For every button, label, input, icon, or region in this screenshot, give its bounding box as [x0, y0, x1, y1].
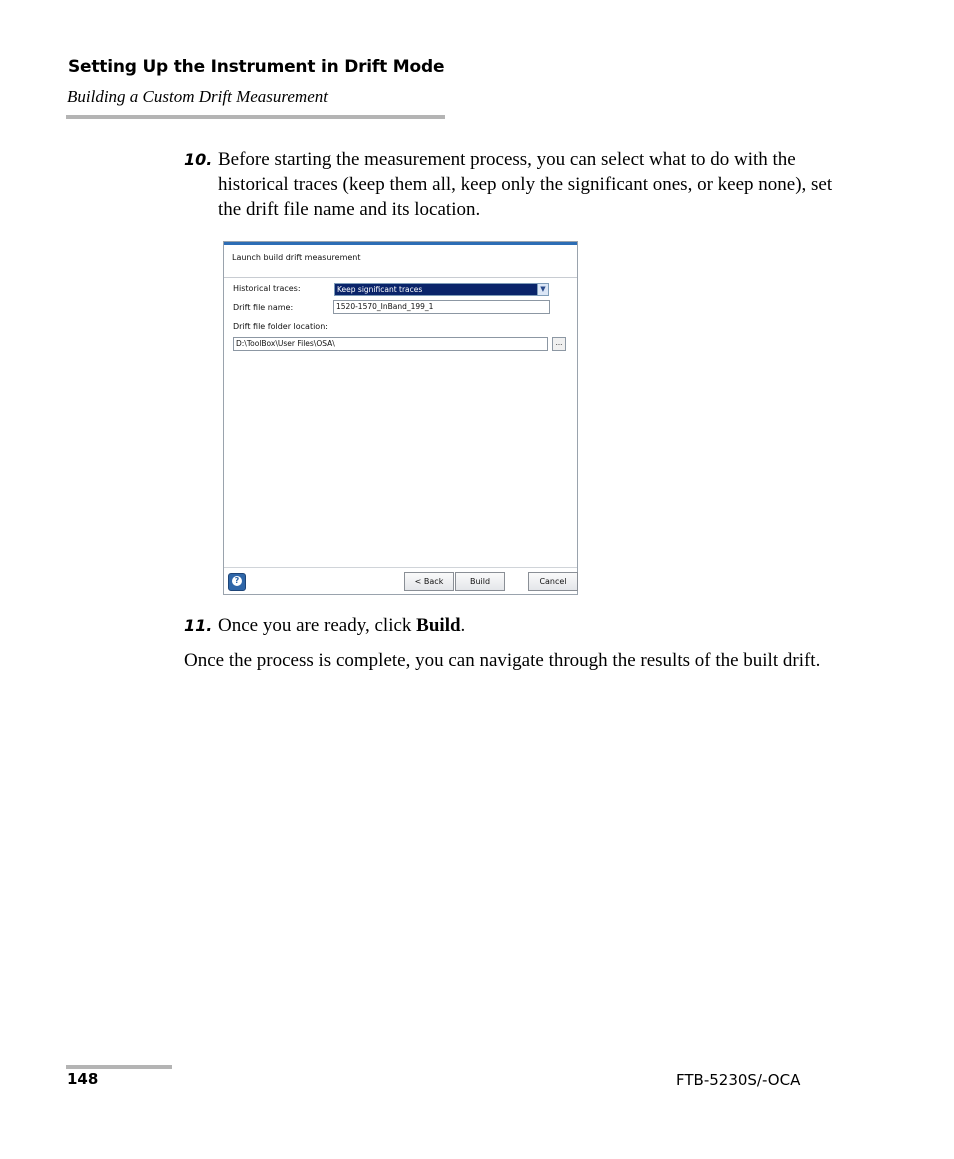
dialog-divider: [224, 277, 577, 278]
historical-traces-select[interactable]: [334, 283, 549, 296]
page-number: 148: [67, 1070, 99, 1088]
folder-location-value: D:\ToolBox\User Files\OSA\: [236, 339, 335, 348]
step-text-after: .: [460, 615, 466, 636]
body-paragraph: Once the process is complete, you can navigate through the results of the built drift.: [184, 650, 821, 671]
browse-button[interactable]: ...: [552, 337, 566, 351]
historical-traces-label: Historical traces:: [233, 284, 301, 293]
folder-location-label: Drift file folder location:: [233, 322, 328, 331]
dialog-title: Launch build drift measurement: [232, 253, 361, 262]
step-number: 11.: [184, 616, 213, 635]
help-button[interactable]: [228, 573, 246, 591]
section-title: Setting Up the Instrument in Drift Mode: [68, 57, 445, 77]
section-subtitle: Building a Custom Drift Measurement: [67, 87, 328, 106]
document-id: FTB-5230S/-OCA: [676, 1071, 801, 1089]
footer-divider: [66, 1065, 172, 1069]
build-button[interactable]: Build: [455, 572, 505, 591]
step-text-before: Once you are ready, click: [218, 615, 417, 636]
step-text: [218, 613, 838, 638]
dialog-accent-bar: [224, 242, 577, 245]
step-text: Before starting the measurement process, you can select what to do with the historical traces (keep them all, keep only the significant ones, or keep none), set the drift file name and its location.: [218, 149, 833, 220]
historical-traces-value: Keep significant traces: [337, 285, 423, 294]
step-text-bold: Build: [416, 615, 461, 636]
drift-file-name-value: 1520-1570_InBand_199_1: [336, 302, 434, 311]
header-divider: [66, 115, 445, 119]
dialog-footer: [224, 567, 577, 594]
folder-location-input[interactable]: [233, 337, 548, 351]
help-icon: ?: [232, 576, 242, 586]
chevron-down-icon[interactable]: ▼: [537, 283, 549, 296]
back-button[interactable]: < Back: [404, 572, 454, 591]
step-number: 10.: [184, 150, 213, 169]
drift-file-name-label: Drift file name:: [233, 303, 294, 312]
cancel-button[interactable]: Cancel: [528, 572, 578, 591]
build-drift-dialog: [223, 241, 578, 595]
drift-file-name-input[interactable]: [333, 300, 550, 314]
